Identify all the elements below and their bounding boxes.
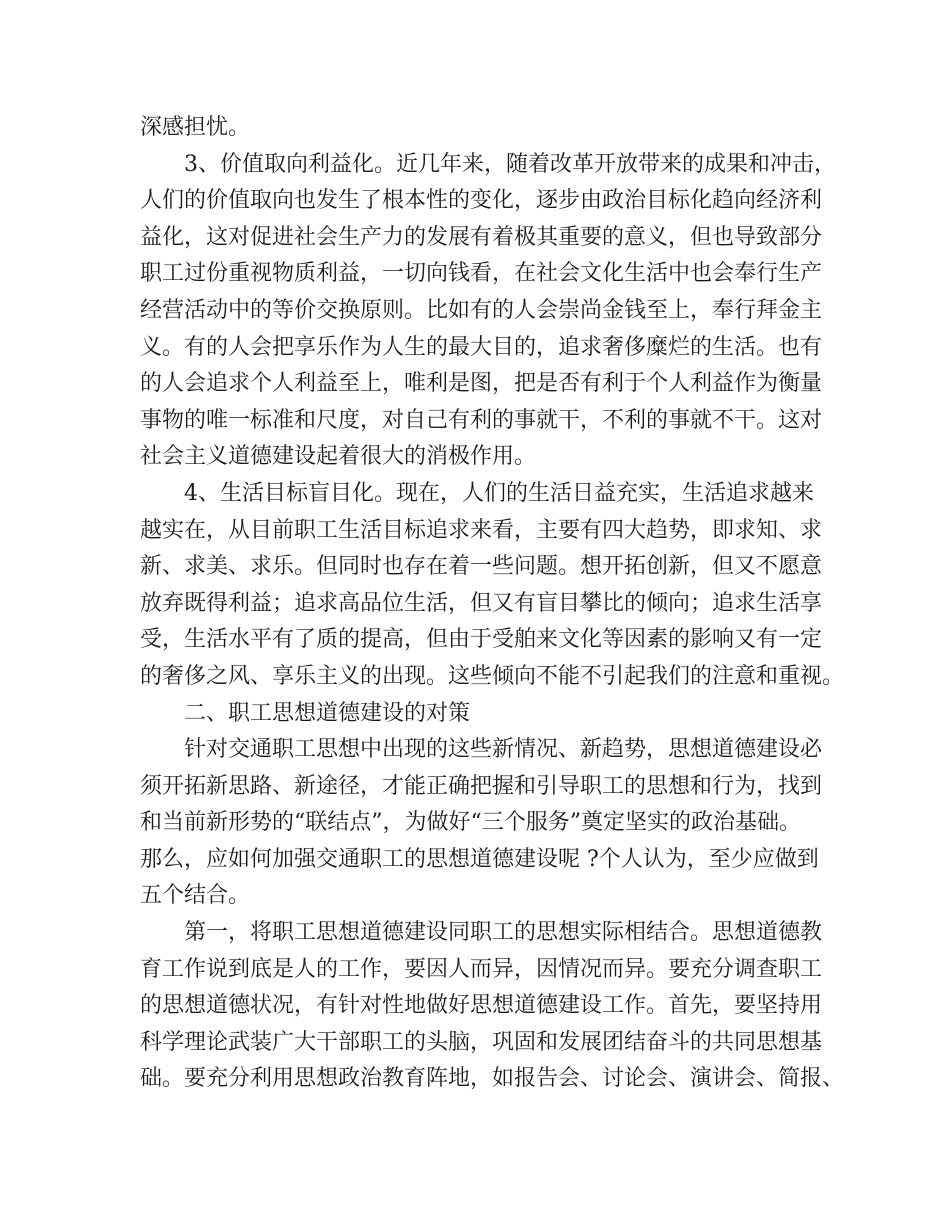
body-text [140, 110, 845, 1098]
text-line: 4、生活目标盲目化。现在，人们的生活日益充实，生活追求越来 [184, 480, 814, 506]
text-line: 放弃既得利益；追求高品位生活，但又有盲目攀比的倾向；追求生活享 [140, 590, 823, 616]
text-line: 事物的唯一标准和尺度，对自己有利的事就干，不利的事就不干。这对 [140, 407, 823, 433]
text-line: 科学理论武装广大干部职工的头脑，巩固和发展团结奋斗的共同思想基 [140, 1029, 823, 1055]
text-line: 越实在，从目前职工生活目标追求来看，主要有四大趋势，即求知、求 [140, 517, 823, 543]
text-line: 义。有的人会把享乐作为人生的最大目的，追求奢侈糜烂的生活。也有 [140, 334, 823, 360]
text-line: 二、职工思想道德建设的对策 [184, 700, 471, 726]
text-line: 的思想道德状况，有针对性地做好思想道德建设工作。首先，要坚持用 [140, 993, 823, 1019]
text-line: 针对交通职工思想中出现的这些新情况、新趋势，思想道德建设必 [184, 737, 823, 763]
text-line: 受，生活水平有了质的提高，但由于受舶来文化等因素的影响又有一定 [140, 627, 823, 653]
text-line: 深感担忧。 [140, 115, 251, 140]
text-line: 的人会追求个人利益至上，唯利是图，把是否有利于个人利益作为衡量 [140, 371, 823, 397]
text-line: 第一，将职工思想道德建设同职工的思想实际相结合。思想道德教 [184, 920, 823, 946]
text-line: 础。要充分利用思想政治教育阵地，如报告会、讨论会、演讲会、简报、 [140, 1066, 845, 1092]
text-line: 五个结合。 [140, 883, 251, 909]
text-line: 3、价值取向利益化。近几年来，随着改革开放带来的成果和冲击， [184, 151, 836, 177]
text-line: 职工过份重视物质利益，一切向钱看，在社会文化生活中也会奉行生产 [140, 261, 823, 287]
text-line: 须开拓新思路、新途径，才能正确把握和引导职工的思想和行为，找到 [140, 773, 823, 799]
text-line: 的奢侈之风、享乐主义的出现。这些倾向不能不引起我们的注意和重视。 [140, 663, 845, 689]
text-line: 益化，这对促进社会生产力的发展有着极其重要的意义，但也导致部分 [140, 224, 823, 250]
text-line: 育工作说到底是人的工作，要因人而异，因情况而异。要充分调查职工 [140, 956, 823, 982]
text-line: 新、求美、求乐。但同时也存在着一些问题。想开拓创新，但又不愿意 [140, 554, 823, 580]
text-line: 那么，应如何加强交通职工的思想道德建设呢 ?个人认为，至少应做到 [140, 846, 819, 872]
text-line: 人们的价值取向也发生了根本性的变化，逐步由政治目标化趋向经济利 [140, 188, 823, 214]
text-line: 经营活动中的等价交换原则。比如有的人会崇尚金钱至上，奉行拜金主 [140, 297, 823, 323]
text-line: 和当前新形势的“联结点”，为做好“三个服务”奠定坚实的政治基础。 [140, 810, 801, 836]
text-line: 社会主义道德建设起着很大的消极作用。 [140, 444, 537, 470]
